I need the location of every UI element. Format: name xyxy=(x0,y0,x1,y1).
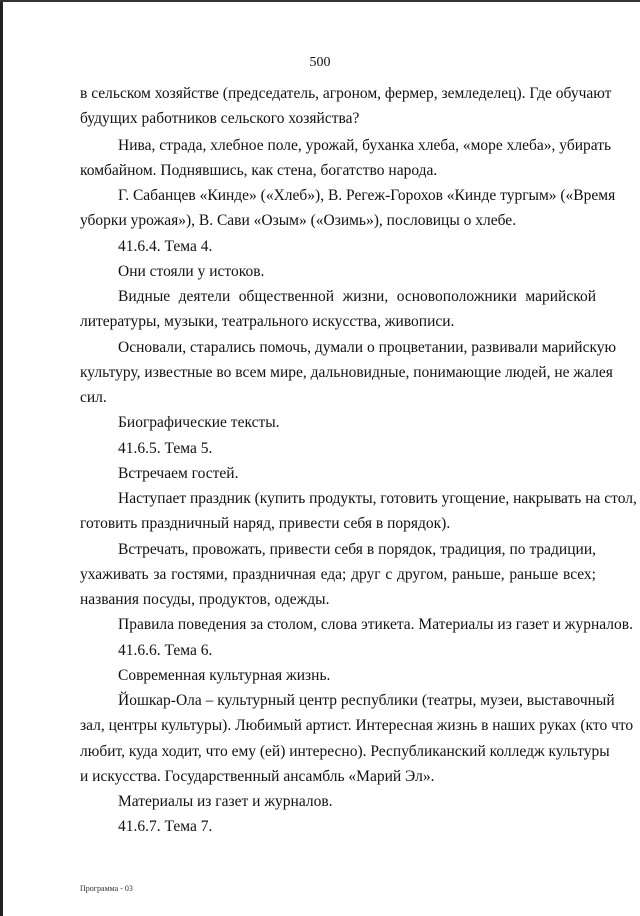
section-title: Встречаем гостей. xyxy=(118,465,239,482)
text-line: любит, куда ходит, что ему (ей) интересно). Республиканский колледж культуры xyxy=(80,743,610,760)
text-line: Наступает праздник (купить продукты, готовить угощение, накрывать на стол, xyxy=(118,490,637,507)
text-line: комбайном. Поднявшись, как стена, богатство народа. xyxy=(80,162,438,179)
text-line: готовить праздничный наряд, привести себя в порядок). xyxy=(80,515,451,532)
page-number: 500 xyxy=(309,55,331,70)
text-line: Г. Сабанцев «Кинде» («Хлеб»), В. Регеж-Горохов «Кинде тургым» («Время xyxy=(118,187,616,204)
text-line: в сельском хозяйстве (председатель, агроном, фермер, земледелец). Где обучают xyxy=(80,85,612,102)
text-line: Йошкар-Ола – культурный центр республики (театры, музеи, выставочный xyxy=(118,692,615,709)
section-heading: 41.6.6. Тема 6. xyxy=(118,642,213,659)
text-line: зал, центры культуры). Любимый артист. Интересная жизнь в наших руках (кто что xyxy=(80,717,634,734)
text-line: Видные деятели общественной жизни, основоположники марийской xyxy=(118,288,596,305)
section-title: Современная культурная жизнь. xyxy=(118,667,331,684)
text-line: Встречать, провожать, привести себя в порядок, традиция, по традиции, xyxy=(118,541,596,558)
text-line: будущих работников сельского хозяйства? xyxy=(80,110,360,127)
text-line: Основали, старались помочь, думали о процветании, развивали марийскую xyxy=(118,339,617,356)
section-heading: 41.6.7. Тема 7. xyxy=(118,818,213,835)
text-line: Биографические тексты. xyxy=(118,414,280,431)
text-line: Материалы из газет и журналов. xyxy=(118,793,333,810)
text-line: Нива, страда, хлебное поле, урожай, буханка хлеба, «море хлеба», убирать xyxy=(118,137,612,154)
page-footer: Программа - 03 xyxy=(80,884,133,893)
text-line: Правила поведения за столом, слова этикета. Материалы из газет и журналов. xyxy=(118,616,633,633)
text-line: и искусства. Государственный ансамбль «Марий Эл». xyxy=(80,768,435,785)
section-heading: 41.6.5. Тема 5. xyxy=(118,440,213,457)
text-line: названия посуды, продуктов, одежды. xyxy=(80,591,330,608)
text-line: литературы, музыки, театрального искусства, живописи. xyxy=(80,313,455,330)
text-line: ухаживать за гостями, праздничная еда; друг с другом, раньше, раньше всех; xyxy=(80,566,596,583)
text-line: культуру, известные во всем мире, дальновидные, понимающие людей, не жалея xyxy=(80,364,613,381)
section-heading: 41.6.4. Тема 4. xyxy=(118,238,213,255)
section-title: Они стояли у истоков. xyxy=(118,263,265,280)
page-edge-left xyxy=(0,0,3,916)
page-edge-top xyxy=(0,0,640,2)
text-line: уборки урожая»), В. Сави «Озым» («Озимь»), пословицы о хлебе. xyxy=(80,212,517,229)
text-line: сил. xyxy=(80,389,107,406)
